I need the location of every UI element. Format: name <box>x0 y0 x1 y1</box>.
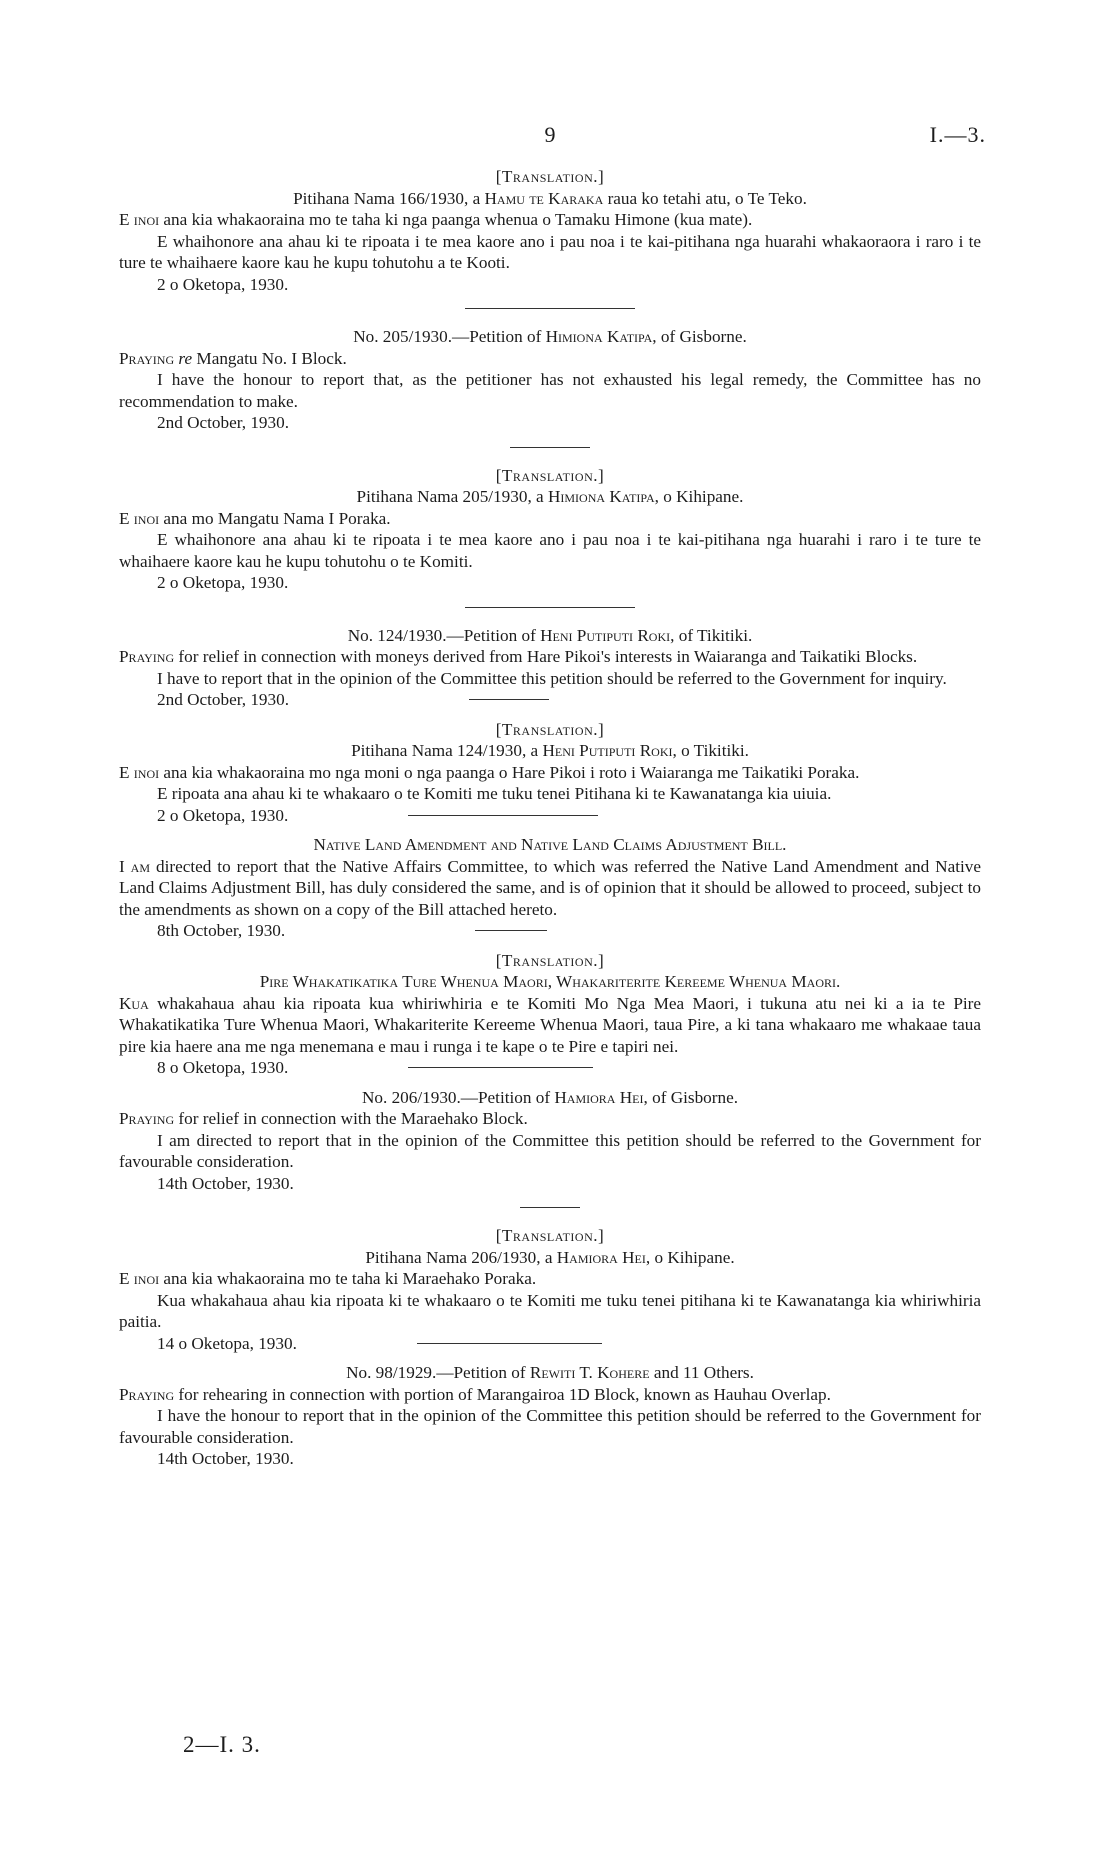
bill-title: Native Land Amendment and Native Land Claims Adjustment Bill. <box>313 835 787 854</box>
section-bill <box>119 834 981 950</box>
title-text: No. 124/1930.—Petition of <box>347 625 541 645</box>
title-text: No. 98/1929.—Petition of <box>346 1363 530 1382</box>
petitioner-name: Rewiti T. Kohere <box>529 1363 650 1382</box>
lead-word: Praying <box>119 1109 175 1128</box>
title-text: and 11 Others. <box>649 1363 754 1382</box>
spacer <box>119 1354 981 1362</box>
report-date-line <box>119 1057 981 1079</box>
lead-word: Praying <box>119 348 175 368</box>
report-date: 2 o Oketopa, 1930. <box>157 573 289 592</box>
title-text: , of Tikitiki. <box>670 625 753 645</box>
report-text: Kua whakahaua ahau kia ripoata ki te whakaaro o te Komiti me tuku tenei pitihana ki te Kawanatanga kia whiriwhiria paitia. <box>119 1290 981 1331</box>
title-text: , o Kihipane. <box>645 1247 735 1267</box>
prayer-body: ana kia whakaoraina mo nga moni o nga paanga o Hare Pikoi i roto i Waiaranga me Taikatiki Poraka. <box>159 762 860 782</box>
title-text: No. 205/1930.—Petition of <box>353 327 546 346</box>
lead-word: Praying <box>119 647 175 666</box>
section-divider <box>465 607 635 608</box>
prayer-body: ana kia whakaoraina mo te taha ki Maraehako Poraka. <box>159 1269 537 1288</box>
title-text: , of Gisborne. <box>643 1087 739 1107</box>
paper-reference: I.—3. <box>929 122 986 147</box>
section-translation-205 <box>119 465 981 608</box>
italic-word: re <box>178 348 193 368</box>
translation-label: [Translation.] <box>495 167 605 186</box>
prayer-body: for relief in connection with moneys derived from Hare Pikoi's interests in Waiaranga and Taikatiki Blocks. <box>174 647 918 666</box>
report-date: 2 o Oketopa, 1930. <box>157 274 289 294</box>
bill-report-body: directed to report that the Native Affairs Committee, to which was referred the Native Land Amendment and Native Land Claims Adjustment Bill, has duly considered the same, and is of opinion that it should be allowed to proceed, subject to the amendments as shown on a copy of the Bill attached hereto. <box>119 856 981 919</box>
section-title <box>119 1247 981 1269</box>
report-text: I have the honour to report that, as the petitioner has not exhausted his legal remedy, the Committee has no recommendation to make. <box>119 370 981 411</box>
report-date: 8th October, 1930. <box>157 921 286 940</box>
bill-report-body: whakahaua ahau kia ripoata kua whiriwhiria e te Komiti Mo Nga Mea Maori, i tukuna atu nei ki a ia te Pire Whakatikatika Ture Whenua Maori, Whakariterite Kereeme Whenua Maori, taua Pire, a ki tana whakaaro me whakaae taua pire kia haere ana me nga menemana e mau i runga i te kape o te Pire e tapiri nei. <box>119 993 981 1056</box>
page-number: 9 <box>544 122 556 147</box>
petitioner-name: Himiona Katipa <box>547 487 655 506</box>
title-text: , o Tikitiki. <box>672 741 749 760</box>
prayer-text <box>119 1108 981 1130</box>
bill-report-text <box>119 856 981 921</box>
title-text: raua ko tetahi atu, o Te Teko. <box>603 188 807 208</box>
section-petition-206 <box>119 1087 981 1209</box>
prayer-text <box>119 646 981 668</box>
lead-word: E inoi <box>119 762 160 782</box>
spacer <box>119 942 981 950</box>
lead-word: E inoi <box>119 210 160 229</box>
report-text: I am directed to report that in the opinion of the Committee this petition should be referred to the Government for favourable consideration. <box>119 1130 981 1171</box>
section-title <box>119 625 981 647</box>
section-translation-166 <box>119 166 981 309</box>
report-date-line <box>119 1333 981 1355</box>
title-text: Pitihana Nama 166/1930, a <box>293 188 485 208</box>
report-text: E whaihonore ana ahau ki te ripoata i te mea kaore ano i pau noa i te kai-pitihana nga huarahi whakaoraora i raro i te ture te whaihaere kaore kau he kupu tohutohu a te Kooti. <box>119 231 981 272</box>
lead-word: E inoi <box>119 508 160 528</box>
prayer-body: for relief in connection with the Maraehako Block. <box>174 1109 528 1128</box>
title-text: No. 206/1930.—Petition of <box>361 1087 555 1107</box>
section-title <box>119 486 981 508</box>
bill-title: Pire Whakatikatika Ture Whenua Maori, Whakariterite Kereeme Whenua Maori. <box>259 972 841 991</box>
translation-label: [Translation.] <box>495 465 605 485</box>
report-date-line <box>119 920 981 942</box>
report-date: 14th October, 1930. <box>157 1173 294 1193</box>
section-title <box>119 1087 981 1109</box>
section-petition-205 <box>119 326 981 448</box>
report-date: 2 o Oketopa, 1930. <box>157 805 289 825</box>
section-petition-124 <box>119 625 981 719</box>
petitioner-name: Heni Putiputi Roki <box>540 625 671 645</box>
lead-word: Kua <box>119 993 149 1013</box>
prayer-text <box>119 762 981 784</box>
petitioner-name: Hamiora Hei <box>556 1247 646 1267</box>
section-title <box>119 326 981 348</box>
title-text: , o Kihipane. <box>654 487 744 506</box>
lead-word: Praying <box>119 1384 175 1404</box>
section-divider <box>469 699 549 700</box>
prayer-text <box>119 1268 981 1290</box>
report-date-line <box>119 689 981 711</box>
report-date: 14th October, 1930. <box>157 1449 294 1468</box>
section-translation-124 <box>119 719 981 835</box>
section-divider <box>408 815 598 816</box>
lead-word: E inoi <box>119 1269 160 1288</box>
report-text: I have the honour to report that in the opinion of the Committee this petition should be referred to the Government for favourable consideration. <box>119 1406 981 1447</box>
paper-signature: 2—I. 3. <box>183 1732 261 1757</box>
section-petition-98 <box>119 1362 981 1470</box>
prayer-text <box>119 1384 981 1406</box>
title-text: , of Gisborne. <box>652 327 747 346</box>
report-text: I have to report that in the opinion of the Committee this petition should be referred to the Government for inquiry. <box>157 668 947 688</box>
petitioner-name: Hamu te Karaka <box>484 188 604 208</box>
section-divider <box>417 1343 602 1344</box>
section-divider <box>465 308 635 309</box>
section-divider <box>510 447 590 448</box>
spacer <box>119 1079 981 1087</box>
section-title <box>119 1362 981 1384</box>
report-date: 2nd October, 1930. <box>157 690 290 709</box>
section-divider <box>475 930 547 931</box>
report-date: 14 o Oketopa, 1930. <box>157 1333 297 1353</box>
report-text: E whaihonore ana ahau ki te ripoata i te mea kaore ano i pau noa i te kai-pitihana nga huarahi i raro i te ture te whaihaere kaore kau he kupu tohutohu o te Komiti. <box>119 530 981 571</box>
petitioner-name: Hamiora Hei <box>554 1087 644 1107</box>
section-translation-206 <box>119 1225 981 1362</box>
prayer-body: Mangatu No. I Block. <box>192 348 347 368</box>
report-date-line <box>119 805 981 827</box>
translation-label: [Translation.] <box>495 719 605 739</box>
report-date: 2nd October, 1930. <box>157 413 290 432</box>
title-text: Pitihana Nama 206/1930, a <box>365 1247 557 1267</box>
prayer-text <box>119 348 981 370</box>
section-divider <box>520 1207 580 1208</box>
prayer-body: for rehearing in connection with portion of Marangairoa 1D Block, known as Hauhau Overlap. <box>174 1384 831 1404</box>
lead-word: I am <box>119 856 151 876</box>
prayer-text <box>119 209 981 231</box>
section-bill-translation <box>119 950 981 1087</box>
petitioner-name: Heni Putiputi Roki <box>542 741 673 760</box>
prayer-body: ana kia whakaoraina mo te taha ki nga paanga whenua o Tamaku Himone (kua mate). <box>159 210 753 229</box>
report-text: E ripoata ana ahau ki te whakaaro o te Komiti me tuku tenei Pitihana ki te Kawanatanga kia uiuia. <box>157 784 832 803</box>
title-text: Pitihana Nama 205/1930, a <box>356 487 548 506</box>
translation-label: [Translation.] <box>495 1226 605 1245</box>
report-date: 8 o Oketopa, 1930. <box>157 1058 289 1077</box>
spacer <box>119 711 981 719</box>
petitioner-name: Himiona Katipa <box>545 327 653 346</box>
translation-label: [Translation.] <box>495 950 605 970</box>
spacer <box>119 826 981 834</box>
title-text: Pitihana Nama 124/1930, a <box>351 741 543 760</box>
section-title <box>119 188 981 210</box>
section-divider <box>408 1067 593 1068</box>
bill-report-text <box>119 993 981 1058</box>
prayer-body: ana mo Mangatu Nama I Poraka. <box>159 508 391 528</box>
document-body <box>119 166 981 1470</box>
prayer-text <box>119 508 981 530</box>
section-title <box>119 740 981 762</box>
